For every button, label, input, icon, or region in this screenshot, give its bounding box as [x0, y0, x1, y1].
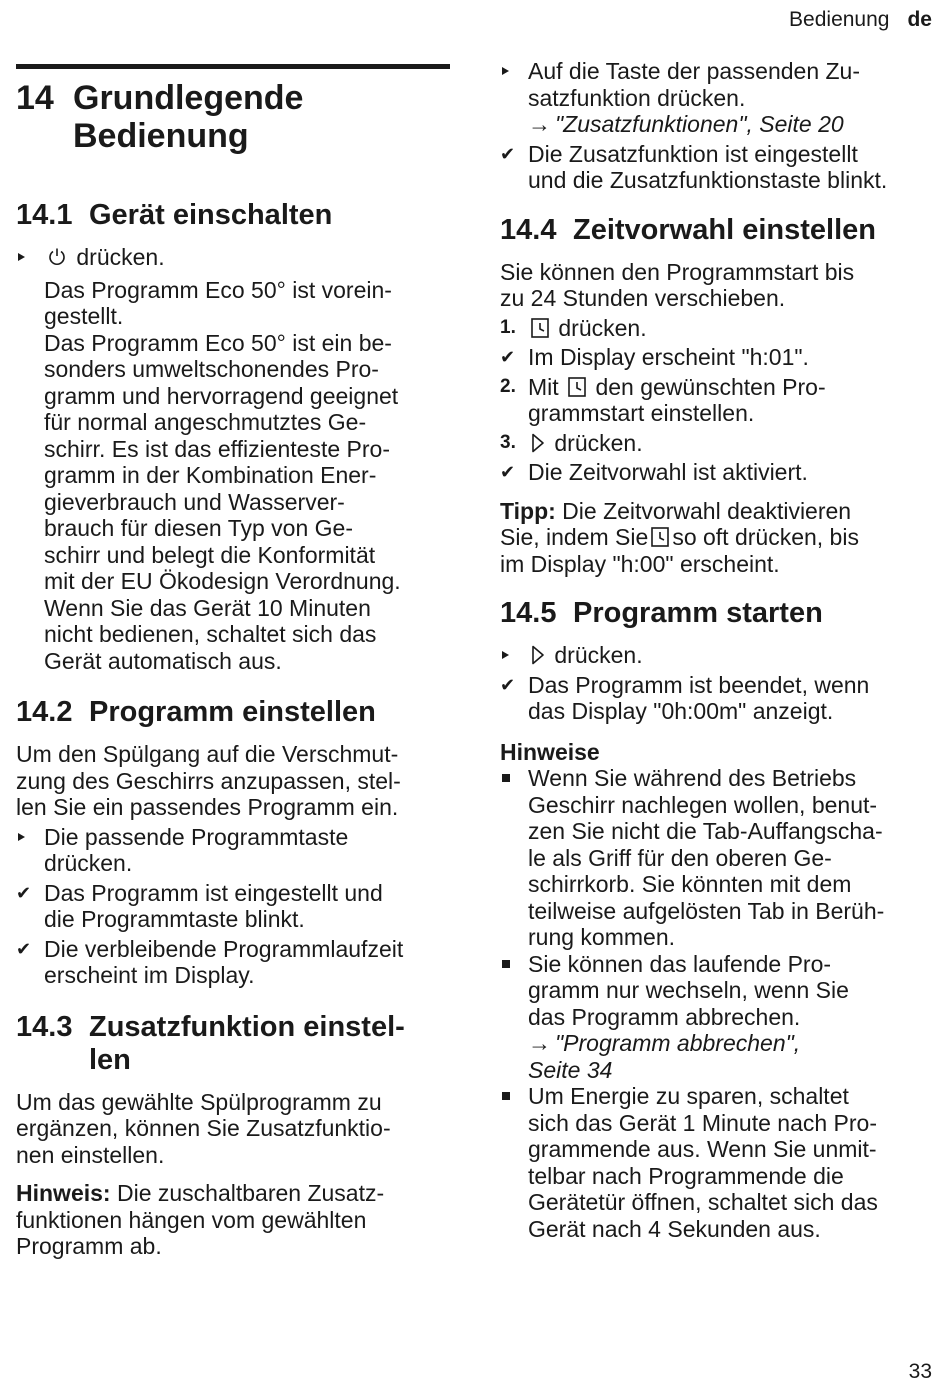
- s5-result-text: [528, 672, 869, 725]
- s4-result-3-text: Die Zeitvorwahl ist aktiviert.: [528, 459, 808, 485]
- s5-result: [500, 672, 936, 725]
- s2-intro-line: zung des Geschirrs anzupassen, stel-: [16, 767, 401, 794]
- note-line: das Programm abbrechen.: [528, 1003, 801, 1030]
- s3-reference-link[interactable]: [528, 111, 844, 137]
- section-title: Gerät einschalten: [89, 199, 333, 231]
- s4-tip-line2: [500, 524, 936, 551]
- chapter-rule: [16, 64, 450, 69]
- section-number: 14.3: [16, 1010, 73, 1043]
- s2-result-1-text: [44, 880, 383, 933]
- s1-step-label: drücken.: [76, 244, 165, 270]
- s5-note-2-text: [528, 951, 849, 1084]
- section-title: Programm einstellen: [89, 696, 376, 728]
- note-line: Gerät nach 4 Sekunden aus.: [528, 1215, 821, 1242]
- s3-note: [16, 1180, 450, 1260]
- page-header: [789, 8, 932, 32]
- s2-result-line: Das Programm ist eingestellt und: [44, 879, 383, 906]
- section-14-1-heading: [16, 199, 450, 232]
- start-icon: [531, 645, 545, 665]
- s5-note-3: [500, 1083, 936, 1242]
- section-title: [89, 1011, 405, 1077]
- s1-body-line: sonders umweltschonendes Pro-: [44, 356, 379, 382]
- s3-note-line: funktionen hängen vom gewählten: [16, 1206, 367, 1233]
- s1-step-text: [44, 244, 165, 271]
- arrow-right-icon: →: [528, 1030, 551, 1056]
- note-line: teilweise aufgelösten Tab in Berüh-: [528, 897, 885, 924]
- result-marker: [500, 459, 528, 486]
- s2-result-line: Die verbleibende Programmlaufzeit: [44, 935, 404, 962]
- bullet-marker: [500, 951, 528, 1084]
- header-language: de: [907, 8, 932, 31]
- chapter-title-line2: Bedienung: [73, 117, 249, 155]
- s4-step-1-text: [528, 315, 647, 342]
- section-14-4-heading: [500, 214, 936, 247]
- check-icon: ✔: [500, 143, 516, 164]
- s4-tip-text: so oft drücken, bis: [672, 524, 859, 550]
- result-marker: [500, 141, 528, 194]
- note-label: Hinweis:: [16, 1180, 111, 1206]
- step-marker: [500, 58, 528, 138]
- section-number: 14.5: [500, 597, 557, 629]
- s2-step-text: [44, 824, 348, 877]
- section-title-line2: len: [89, 1043, 131, 1076]
- s2-intro-line: Um den Spülgang auf die Verschmut-: [16, 741, 399, 767]
- s1-body: [16, 277, 450, 675]
- s3-step-line: satzfunktion drücken.: [528, 84, 746, 111]
- right-column: [500, 58, 936, 1242]
- s4-intro-line: Sie können den Programmstart bis: [500, 258, 855, 285]
- note-line: telbar nach Programmende die: [528, 1162, 844, 1189]
- s1-body-line: schirr. Es ist das effizienteste Pro-: [44, 435, 390, 462]
- notes-title: Hinweise: [500, 738, 600, 765]
- s3-result-line: Die Zusatzfunktion ist eingestellt: [528, 140, 858, 167]
- s4-step-2-label: den gewünschten Pro-: [595, 373, 826, 400]
- s2-result-2: [16, 936, 450, 989]
- s4-step-3: [500, 430, 936, 457]
- bullet-square-icon: [502, 774, 510, 782]
- s4-tip-line1: [500, 498, 936, 525]
- s1-body-line: brauch für diesen Typ von Ge-: [44, 515, 353, 541]
- check-icon: ✔: [500, 347, 516, 367]
- bullet-marker: [500, 1083, 528, 1242]
- note-line: grammende aus. Wenn Sie unmit-: [528, 1136, 877, 1162]
- step-triangle-icon: [502, 67, 509, 75]
- s4-tip-text: Die Zeitvorwahl deaktivieren: [555, 497, 852, 524]
- s3-note-line1: [16, 1180, 450, 1207]
- s2-intro-line: len Sie ein passendes Programm ein.: [16, 794, 399, 820]
- s4-result-1: [500, 344, 936, 371]
- s3-step-line: Auf die Taste der passenden Zu-: [528, 58, 861, 84]
- section-number: 14.4: [500, 213, 557, 246]
- note-line: Geschirr nachlegen wollen, benut-: [528, 791, 878, 818]
- s2-step: [16, 824, 450, 877]
- s4-intro-line: zu 24 Stunden verschieben.: [500, 285, 786, 311]
- step-marker: [500, 642, 528, 669]
- result-marker: [16, 880, 44, 933]
- s5-reference-link[interactable]: [528, 1030, 800, 1083]
- s4-tip-text: Sie, indem Sie: [500, 524, 649, 550]
- s4-result-3: [500, 459, 936, 486]
- s4-step-2-text: [528, 374, 826, 427]
- s3-note-line: Programm ab.: [16, 1233, 162, 1259]
- step-number: 1.: [500, 316, 516, 338]
- s4-step-1: [500, 315, 936, 342]
- s1-body-line: für normal angeschmutztes Ge-: [44, 409, 367, 435]
- s1-body-line: schirr und belegt die Konformität: [44, 541, 376, 568]
- power-icon: [47, 247, 67, 267]
- step-marker: [16, 244, 44, 271]
- step-triangle-icon: [502, 651, 509, 659]
- s1-body-line: nicht bedienen, schaltet sich das: [44, 621, 377, 647]
- section-number: 14.2: [16, 696, 73, 728]
- s3-intro-line: nen einstellen.: [16, 1141, 165, 1168]
- s3-intro-line: ergänzen, können Sie Zusatzfunktio-: [16, 1115, 391, 1141]
- s1-body-line: mit der EU Ökodesign Verordnung.: [44, 568, 401, 594]
- s1-body-line: Wenn Sie das Gerät 10 Minuten: [44, 594, 371, 621]
- section-14-2-heading: [16, 696, 450, 729]
- timer-icon: [651, 527, 669, 547]
- s4-result-1-text: Im Display erscheint "h:01".: [528, 344, 809, 370]
- step-marker: [16, 824, 44, 877]
- s5-result-line: Das Programm ist beendet, wenn: [528, 671, 870, 698]
- result-marker: [500, 672, 528, 725]
- s3-intro: [16, 1089, 450, 1169]
- s5-note-2: [500, 951, 936, 1084]
- step-number: 3.: [500, 431, 516, 453]
- chapter-title-text: [73, 79, 303, 155]
- bullet-marker: [500, 765, 528, 951]
- check-icon: ✔: [500, 674, 516, 695]
- s5-note-1-text: [528, 765, 884, 951]
- s5-step: [500, 642, 936, 669]
- result-marker: [500, 344, 528, 371]
- s2-result-line: erscheint im Display.: [44, 962, 255, 988]
- s5-step-label: drücken.: [554, 642, 643, 668]
- s4-tip: [500, 498, 936, 578]
- s1-body-line: gestellt.: [44, 303, 124, 329]
- section-title-line1: Zusatzfunktion einstel-: [89, 1010, 405, 1043]
- s2-intro: [16, 741, 450, 821]
- s1-body-line: gieverbrauch und Wasserver-: [44, 488, 345, 515]
- bullet-square-icon: [502, 960, 510, 968]
- note-line: sich das Gerät 1 Minute nach Pro-: [528, 1109, 877, 1136]
- s4-tip-line: im Display "h:00" erscheint.: [500, 550, 780, 577]
- section-14-3-heading: [16, 1011, 450, 1077]
- chapter-title-line1: Grundlegende: [73, 79, 304, 117]
- section-title: Zeitvorwahl einstellen: [573, 213, 876, 246]
- s3-result-text: [528, 141, 887, 194]
- s5-result-line: das Display "0h:00m" anzeigt.: [528, 698, 834, 724]
- s2-step-line: drücken.: [44, 850, 133, 876]
- s4-step-2-label: Mit: [528, 373, 559, 400]
- check-icon: ✔: [16, 882, 32, 903]
- left-column: [16, 58, 450, 1260]
- s2-result-2-text: [44, 936, 403, 989]
- start-icon: [531, 433, 545, 453]
- note-line: Wenn Sie während des Betriebs: [528, 765, 857, 791]
- s2-result-1: [16, 880, 450, 933]
- tip-label: Tipp:: [500, 497, 556, 524]
- chapter-title: [16, 79, 450, 155]
- s1-body-line: Das Programm Eco 50° ist ein be-: [44, 329, 392, 356]
- s5-note-1: [500, 765, 936, 951]
- note-line: rung kommen.: [528, 924, 676, 950]
- s3-step: [500, 58, 936, 138]
- page-number: 33: [908, 1360, 932, 1383]
- section-14-5-heading: [500, 597, 936, 630]
- s1-body-line: gramm in der Kombination Ener-: [44, 462, 377, 488]
- bullet-square-icon: [502, 1092, 510, 1100]
- s3-note-text: Die zuschaltbaren Zusatz-: [110, 1180, 385, 1206]
- note-line: le als Griff für den oberen Ge-: [528, 844, 832, 871]
- s4-step-2: [500, 374, 936, 427]
- check-icon: ✔: [500, 462, 516, 482]
- s1-body-line: gramm und hervorragend geeignet: [44, 382, 399, 409]
- note-line: Sie können das laufende Pro-: [528, 950, 832, 977]
- s1-body-line: Das Programm Eco 50° ist vorein-: [44, 276, 392, 303]
- note-line: Gerätetür öffnen, schaltet sich das: [528, 1189, 878, 1215]
- s4-step-1-label: drücken.: [558, 314, 647, 341]
- step-number: 2.: [500, 375, 516, 397]
- s2-result-line: die Programmtaste blinkt.: [44, 906, 305, 932]
- timer-icon: [531, 318, 549, 338]
- s1-body-line: Gerät automatisch aus.: [44, 647, 282, 674]
- s4-step-3-text: [528, 430, 643, 457]
- s3-result: [500, 141, 936, 194]
- s1-step: [16, 244, 450, 271]
- s4-intro: [500, 259, 936, 312]
- s5-step-text: [528, 642, 643, 669]
- step-triangle-icon: [18, 833, 25, 841]
- s5-reference-text: "Programm abbrechen",: [555, 1030, 801, 1056]
- s5-reference-page: Seite 34: [528, 1056, 613, 1083]
- timer-icon: [568, 377, 586, 397]
- note-line: Um Energie zu sparen, schaltet: [528, 1083, 849, 1109]
- section-title: Programm starten: [573, 597, 823, 629]
- s4-step-3-label: drücken.: [554, 429, 643, 456]
- result-marker: [16, 936, 44, 989]
- header-section: Bedienung: [789, 8, 890, 31]
- note-line: gramm nur wechseln, wenn Sie: [528, 977, 849, 1003]
- s3-reference-text: "Zusatzfunktionen", Seite 20: [555, 111, 844, 137]
- chapter-number: 14: [16, 79, 54, 117]
- s3-intro-line: Um das gewählte Spülprogramm zu: [16, 1088, 382, 1115]
- section-number: 14.1: [16, 199, 73, 231]
- note-line: schirrkorb. Sie könnten mit dem: [528, 871, 852, 897]
- step-triangle-icon: [18, 253, 25, 261]
- check-icon: ✔: [16, 938, 32, 959]
- s3-step-text: [528, 58, 860, 138]
- note-line: zen Sie nicht die Tab-Auffangscha-: [528, 818, 883, 844]
- s3-result-line: und die Zusatzfunktionstaste blinkt.: [528, 167, 888, 193]
- arrow-right-icon: →: [528, 111, 551, 137]
- s2-step-line: Die passende Programmtaste: [44, 823, 349, 850]
- s4-step-2-label: grammstart einstellen.: [528, 400, 755, 426]
- s5-note-3-text: [528, 1083, 878, 1242]
